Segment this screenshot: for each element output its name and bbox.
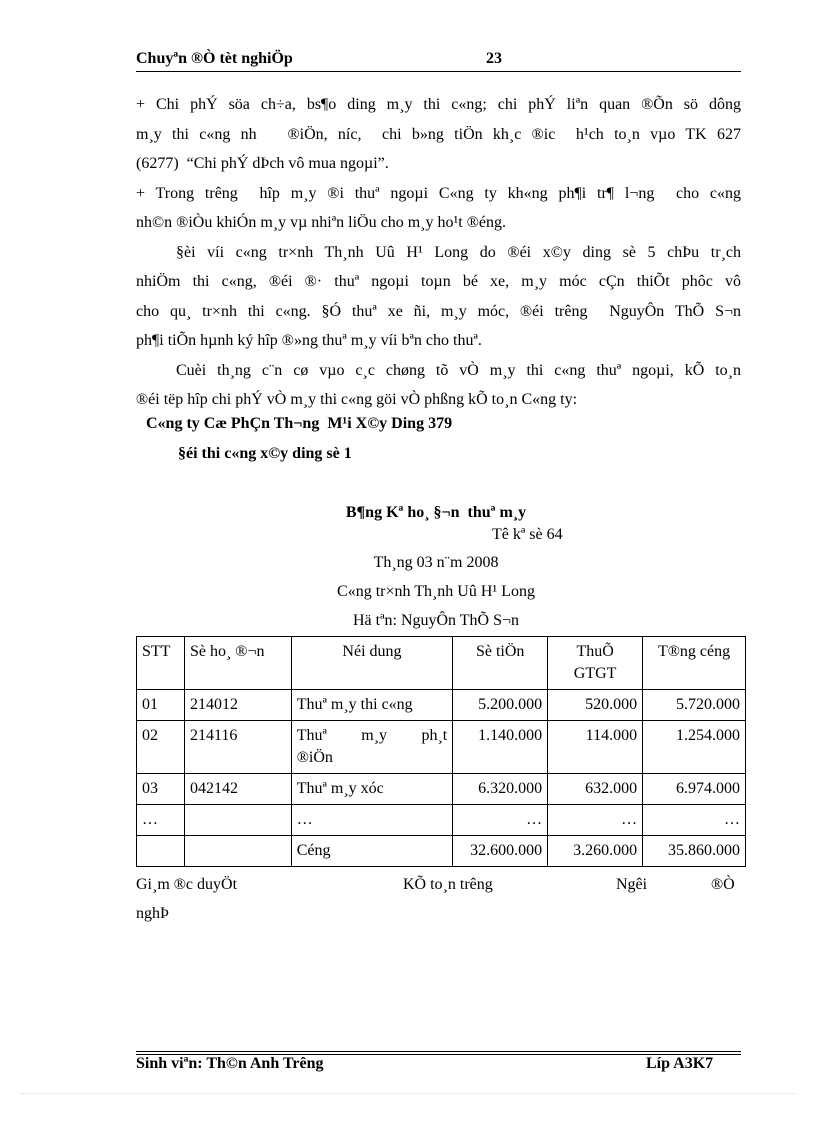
col-header-invoice-no: Sè ho¸ ®¬n: [184, 637, 291, 690]
body-line: + Trong trêng hîp m¸y ®i thuª ngoµi C«ng ty kh«ng ph¶i tr¶ l¬ng cho c«ng: [136, 184, 741, 202]
voucher-title: B¶ng Kª ho¸ §¬n thuª m¸y: [345, 504, 527, 521]
signature-accountant: KÕ to¸n trêng: [403, 876, 493, 893]
voucher-number: Tê kª sè 64: [492, 526, 563, 543]
cell-stt: 03: [137, 774, 185, 805]
body-line: ph¶i tiÕn hµnh ký hîp ®»ng thuª m¸y víi bªn cho thuª.: [136, 332, 482, 349]
cell-amount: 5.200.000: [453, 690, 548, 721]
col-header-content: Néi dung: [291, 637, 453, 690]
col-header-amount: Sè tiÖn: [453, 637, 548, 690]
signature-proposer-c: nghÞ: [136, 905, 169, 922]
table-total-row: [137, 836, 746, 867]
company-name: C«ng ty Cæ PhÇn Th¬ng M¹i X©y Ding 379: [146, 415, 453, 432]
cell-vat: …: [548, 805, 643, 836]
signature-proposer-b: ®Ò: [711, 876, 735, 893]
cell-invoice-no: [184, 836, 291, 867]
cell-stt: 01: [137, 690, 185, 721]
cell-content: Thuª m¸y ph¸t ®iÖn: [291, 721, 453, 774]
cell-vat: 632.000: [548, 774, 643, 805]
team-name: §éi thi c«ng x©y ding sè 1: [178, 445, 352, 462]
body-line: ®éi tëp hîp chi phÝ vÒ m¸y thi c«ng göi vÒ phßng kÕ to¸n C«ng ty:: [136, 391, 578, 408]
page-number: 23: [486, 50, 502, 67]
table-row: [137, 721, 746, 774]
page-edge-divider: [20, 1093, 796, 1094]
header-title: Chuyªn ®Ò tèt nghiÖp: [136, 50, 293, 67]
table-row: [137, 690, 746, 721]
body-line: §èi víi c«ng tr×nh Th¸nh Uû H¹ Long do ®éi x©y ding sè 5 chÞu tr¸ch: [176, 243, 741, 261]
signature-proposer-a: Ngêi: [616, 876, 648, 893]
cell-vat: 520.000: [548, 690, 643, 721]
voucher-project: C«ng tr×nh Th¸nh Uû H¹ Long: [337, 583, 535, 600]
footer-student: Sinh viªn: Th©n Anh Trêng: [136, 1055, 324, 1072]
cell-content: Céng: [291, 836, 453, 867]
col-header-total: T®ng céng: [643, 637, 746, 690]
col-header-stt: STT: [137, 637, 185, 690]
col-header-vat: ThuÕ GTGT: [548, 637, 643, 690]
body-line: cho qu¸ tr×nh thi c«ng. §Ó thuª xe ñi, m¸y móc, ®éi trêng NguyÔn ThÕ S¬n: [136, 302, 741, 320]
body-line: Cuèi th¸ng c¨n cø vµo c¸c chøng tõ vÒ m¸y thi c«ng thuª ngoµi, kÕ to¸n: [176, 361, 741, 379]
cell-content: Thuª m¸y xóc: [291, 774, 453, 805]
body-line: m¸y thi c«ng nh ®iÖn, níc, chi b»ng tiÖn kh¸c ®ic h¹ch to¸n vµo TK 627: [136, 125, 741, 143]
body-paragraph-1: [136, 90, 741, 415]
cell-invoice-no: 042142: [184, 774, 291, 805]
body-line: + Chi phÝ söa ch÷a, bs¶o ding m¸y thi c«ng; chi phÝ liªn quan ®Õn sö dông: [136, 96, 741, 113]
rental-table: [136, 636, 746, 867]
voucher-name: Hä tªn: NguyÔn ThÕ S¬n: [352, 612, 520, 629]
header-rule: [136, 71, 741, 72]
signature-director: Gi¸m ®c duyÖt: [136, 876, 238, 893]
voucher-date: Th¸ng 03 n¨m 2008: [373, 554, 499, 571]
footer-class: Líp A3K7: [646, 1055, 714, 1072]
cell-stt: 02: [137, 721, 185, 774]
cell-invoice-no: 214116: [184, 721, 291, 774]
footer-rule: [136, 1051, 741, 1052]
cell-invoice-no: 214012: [184, 690, 291, 721]
cell-total: 5.720.000: [643, 690, 746, 721]
cell-amount: 1.140.000: [453, 721, 548, 774]
cell-total: 1.254.000: [643, 721, 746, 774]
table-row: [137, 774, 746, 805]
cell-total: 6.974.000: [643, 774, 746, 805]
body-line: (6277) “Chi phÝ dÞch vô mua ngoµi”.: [136, 155, 389, 172]
cell-amount: 6.320.000: [453, 774, 548, 805]
cell-stt: …: [137, 805, 185, 836]
cell-content: Thuª m¸y thi c«ng: [291, 690, 453, 721]
cell-amount: …: [453, 805, 548, 836]
body-line: nh©n ®iÒu khiÓn m¸y vµ nhiªn liÖu cho m¸y ho¹t ®éng.: [136, 214, 506, 231]
table-row: [137, 805, 746, 836]
cell-total: …: [643, 805, 746, 836]
cell-vat: 114.000: [548, 721, 643, 774]
cell-vat: 3.260.000: [548, 836, 643, 867]
cell-stt: [137, 836, 185, 867]
cell-amount: 32.600.000: [453, 836, 548, 867]
cell-content: …: [291, 805, 453, 836]
body-line: nhiÖm thi c«ng, ®éi ®· thuª ngoµi toµn bé xe, m¸y móc cÇn thiÕt phôc vô: [136, 273, 741, 290]
cell-invoice-no: [184, 805, 291, 836]
table-header-row: [137, 637, 746, 690]
cell-total: 35.860.000: [643, 836, 746, 867]
